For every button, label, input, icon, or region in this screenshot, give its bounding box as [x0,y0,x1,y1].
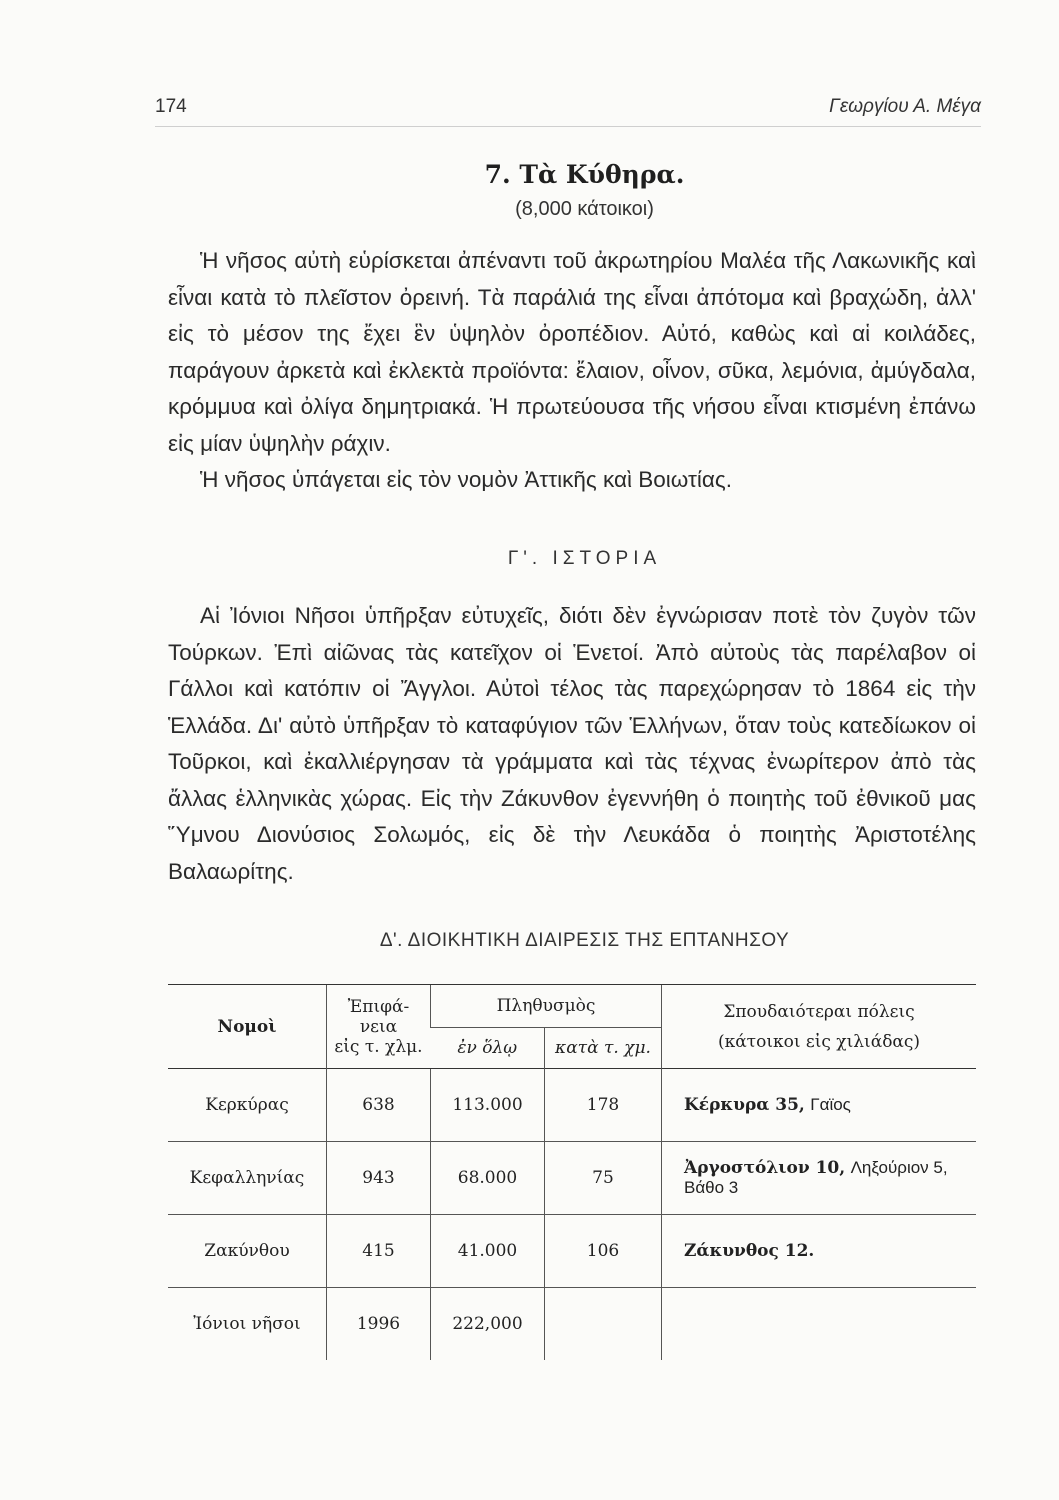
col-head-cities-line2: (κάτοικοι εἰς χιλιάδας) [717,1031,921,1052]
population-total: 41.000 [431,1215,545,1288]
population-total: 68.000 [431,1142,545,1215]
history-paragraph: Αἱ Ἰόνιοι Νῆσοι ὑπῆρξαν εὐτυχεῖς, διότι δὲν ἐγνώρισαν ποτὲ τὸν ζυγὸν τῶν Τούρκων. Ἐπὶ αἰῶνας τὰς κατεῖχον οἱ Ἑνετοί. Ἀπὸ αὐτοὺς τὰς παρέλαβον οἱ Γάλλοι καὶ κατόπιν οἱ Ἄγγλοι. Αὐτοὶ τέλος τὰς παρεχώρησαν τὸ 1864 εἰς τὴν Ἑλλάδα. Δι' αὐτὸ ὑπῆρξαν τὸ καταφύγιον τῶν Ἑλλήνων, ὅταν τοὺς κατεδίωκον οἱ Τοῦρκοι, καὶ ἐκαλλιέργησαν τὰ γράμματα καὶ τὰς τέχνας ἐνωρίτερον ἀπὸ τὰς ἄλλας ἑλληνικὰς χώρας. Εἰς τὴν Ζάκυνθον ἐγεννήθη ὁ ποιητὴς τοῦ ἐθνικοῦ μας Ὕμνου Διονύσιος Σολωμός, εἰς δὲ τὴν Λευκάδα ὁ ποιητὴς Ἀριστοτέλης Βαλαωρίτης. [168,603,976,884]
prefecture-name: Κεφαλληνίας [168,1142,327,1215]
section-title: 7. Τὰ Κύθηρα. [484,160,685,189]
page-number: 174 [155,96,187,117]
table-row [168,1142,976,1215]
main-city-bold: Κέρκυρα 35, [684,1095,805,1115]
population-total: 222,000 [431,1288,545,1361]
area-value: 1996 [327,1288,431,1361]
kythera-paragraph-2: Ἡ νῆσος ὑπάγεται εἰς τὸν νομὸν Ἀττικῆς καὶ Βοιωτίας. [200,467,732,492]
col-head-area-line2: νεια [359,1016,398,1037]
col-head-area-line1: Ἐπιφά- [347,996,410,1017]
col-head-cities [662,985,977,1069]
col-head-area [327,985,431,1069]
admin-heading: Δ'. ΔΙΟΙΚΗΤΙΚΗ ΔΙΑΙΡΕΣΙΣ ΤΗΣ ΕΠΤΑΝΗΣΟΥ [379,930,790,951]
table-row-total [168,1288,976,1361]
col-head-prefectures: Νομοὶ [168,985,327,1069]
admin-division-table [168,984,976,1360]
col-head-pop-density: κατὰ τ. χμ. [545,1028,662,1069]
main-city-bold: Ζάκυνθος 12. [684,1241,815,1261]
other-cities: Ληξούριον 5, Βάθο 3 [684,1158,948,1197]
kythera-text [168,243,976,499]
population-total: 113.000 [431,1069,545,1142]
main-cities [662,1288,977,1361]
col-head-area-line3: εἰς τ. χλμ. [334,1036,423,1057]
area-value: 943 [327,1142,431,1215]
population-density: 178 [545,1069,662,1142]
prefecture-name: Ζακύνθου [168,1215,327,1288]
col-head-pop-total: ἐν ὅλῳ [431,1028,545,1069]
table-row [168,1215,976,1288]
history-text [168,598,976,890]
other-cities: Γαϊος [810,1095,851,1114]
main-cities [662,1142,977,1215]
col-head-population: Πληθυσμὸς [431,985,662,1028]
history-heading: Γ'. ΙΣΤΟΡΙΑ [507,548,662,569]
main-cities [662,1215,977,1288]
col-head-cities-line1: Σπουδαιότεραι πόλεις [723,1001,915,1022]
table-row [168,1069,976,1142]
section-population: (8,000 κάτοικοι) [515,198,654,220]
running-head [155,96,981,127]
kythera-paragraph-1: Ἡ νῆσος αὐτὴ εὑρίσκεται ἀπέναντι τοῦ ἀκρωτηρίου Μαλέα τῆς Λακωνικῆς καὶ εἶναι κατὰ τὸ πλεῖστον ὀρεινή. Τὰ παράλιά της εἶναι ἀπότομα καὶ βραχώδη, ἀλλ' εἰς τὸ μέσον της ἔχει ἓν ὑψηλὸν ὀροπέδιον. Αὐτό, καθὼς καὶ αἱ κοιλάδες, παράγουν ἀρκετὰ καὶ ἐκλεκτὰ προϊόντα: ἔλαιον, οἶνον, σῦκα, λεμόνια, ἀμύγδαλα, κρόμμυα καὶ ὀλίγα δημητριακά. Ἡ πρωτεύουσα τῆς νήσου εἶναι κτισμένη ἐπάνω εἰς μίαν ὑψηλὴν ράχιν. [168,248,976,456]
running-head-author: Γεωργίου Α. Μέγα [829,96,981,117]
main-cities [662,1069,977,1142]
prefecture-name: Κερκύρας [168,1069,327,1142]
area-value: 638 [327,1069,431,1142]
population-density: 75 [545,1142,662,1215]
population-density: 106 [545,1215,662,1288]
area-value: 415 [327,1215,431,1288]
prefecture-name: Ἰόνιοι νῆσοι [168,1288,327,1361]
main-city-bold: Ἀργοστόλιον 10, [684,1158,846,1178]
population-density [545,1288,662,1361]
